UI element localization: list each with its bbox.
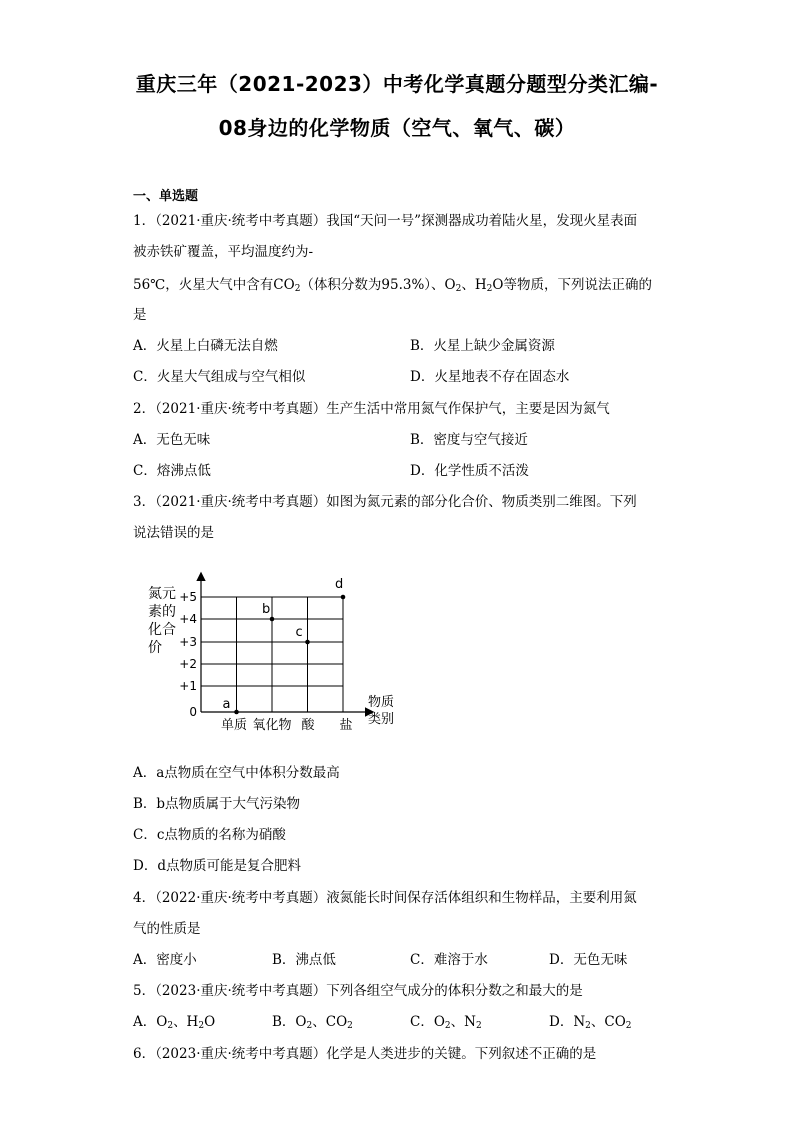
- y-tick-label: +2: [179, 657, 197, 671]
- y-axis-label: 氮元: [148, 586, 176, 602]
- q3-option-c[interactable]: C．c点物质的名称为硝酸: [133, 827, 286, 843]
- q1-option-c[interactable]: C．火星大气组成与空气相似: [133, 369, 306, 385]
- q2-option-a[interactable]: A．无色无味: [133, 432, 211, 448]
- q2-option-d[interactable]: D．化学性质不活泼: [410, 463, 529, 479]
- q3-stem-line-2: 说法错误的是: [133, 525, 214, 541]
- q5-option-b[interactable]: B．$O_2$、$CO_2$: [272, 1014, 353, 1031]
- data-point-label: a: [222, 697, 231, 712]
- x-tick-label: 酸: [301, 718, 315, 733]
- q1-option-a[interactable]: A．火星上白磷无法自燃: [133, 338, 278, 354]
- y-tick-label: +4: [179, 612, 197, 626]
- q1-option-b[interactable]: B．火星上缺少金属资源: [410, 338, 555, 354]
- page-title-line-2: 08身边的化学物质（空气、氧气、碳）: [218, 116, 576, 140]
- y-tick-label: +1: [179, 679, 197, 693]
- data-point-c: [305, 640, 310, 645]
- y-axis-label: 价: [148, 640, 162, 656]
- data-point-a: [234, 710, 239, 715]
- q3-option-d[interactable]: D．d点物质可能是复合肥料: [133, 858, 301, 874]
- q1-stem-line-3: 56℃，火星大气中含有$CO_2$（体积分数为95.3%）、$O_2$、$H_2O$等物质，下列说法正确的: [133, 277, 652, 294]
- x-tick-label: 氧化物: [252, 718, 292, 733]
- q4-option-b[interactable]: B．沸点低: [272, 952, 336, 968]
- q4-stem-line-2: 气的性质是: [133, 921, 201, 937]
- x-axis-label: 物质: [368, 695, 395, 710]
- q2-option-c[interactable]: C．熔沸点低: [133, 463, 211, 479]
- page-title-line-1: 重庆三年（2021-2023）中考化学真题分题型分类汇编-: [135, 72, 659, 96]
- q1-stem-line-1: 1．（2021·重庆·统考中考真题）我国“天问一号”探测器成功着陆火星，发现火星表面: [133, 213, 638, 229]
- q5-option-a[interactable]: A．$O_2$、$H_2O$: [133, 1014, 216, 1031]
- q3-option-b[interactable]: B．b点物质属于大气污染物: [133, 796, 301, 812]
- q2-option-b[interactable]: B．密度与空气接近: [410, 432, 528, 448]
- y-tick-label: +5: [179, 590, 197, 604]
- chart-grid: [201, 597, 343, 712]
- q3-option-a[interactable]: A．a点物质在空气中体积分数最高: [133, 765, 340, 781]
- y-tick-label: +3: [179, 635, 197, 649]
- q5-stem-line-1: 5．（2023·重庆·统考中考真题）下列各组空气成分的体积分数之和最大的是: [133, 983, 583, 999]
- y-axis-label: 素的: [148, 604, 176, 620]
- q1-option-d[interactable]: D．火星地表不存在固态水: [410, 369, 570, 385]
- x-tick-label: 盐: [339, 718, 353, 733]
- q5-option-c[interactable]: C．$O_2$、$N_2$: [410, 1014, 482, 1031]
- y-tick-label: 0: [189, 705, 197, 719]
- q1-stem-line-4: 是: [133, 307, 147, 323]
- q4-option-a[interactable]: A．密度小: [133, 952, 197, 968]
- data-point-d: [341, 595, 346, 600]
- x-tick-label: 单质: [220, 718, 248, 733]
- y-axis-label: 化合: [148, 622, 176, 638]
- q1-stem-line-2: 被赤铁矿覆盖，平均温度约为-: [133, 244, 314, 260]
- q5-option-d[interactable]: D．$N_2$、$CO_2$: [549, 1014, 632, 1031]
- q4-stem-line-1: 4．（2022·重庆·统考中考真题）液氮能长时间保存活体组织和生物样品，主要利用氮: [133, 890, 637, 906]
- data-point-label: b: [262, 602, 271, 617]
- q3-stem-line-1: 3．（2021·重庆·统考中考真题）如图为氮元素的部分化合价、物质类别二维图。下列: [133, 494, 637, 510]
- data-point-label: d: [335, 577, 344, 592]
- nitrogen-valence-chart: [140, 566, 420, 746]
- data-point-b: [270, 617, 275, 622]
- section-heading: 一、单选题: [133, 189, 199, 204]
- data-point-label: c: [295, 625, 303, 640]
- q4-option-c[interactable]: C．难溶于水: [410, 952, 488, 968]
- q6-stem-line-1: 6．（2023·重庆·统考中考真题）化学是人类进步的关键。下列叙述不正确的是: [133, 1046, 597, 1062]
- x-axis-label: 类别: [368, 712, 395, 727]
- q2-stem-line-1: 2．（2021·重庆·统考中考真题）生产生活中常用氮气作保护气，主要是因为氮气: [133, 401, 610, 417]
- q4-option-d[interactable]: D．无色无味: [549, 952, 628, 968]
